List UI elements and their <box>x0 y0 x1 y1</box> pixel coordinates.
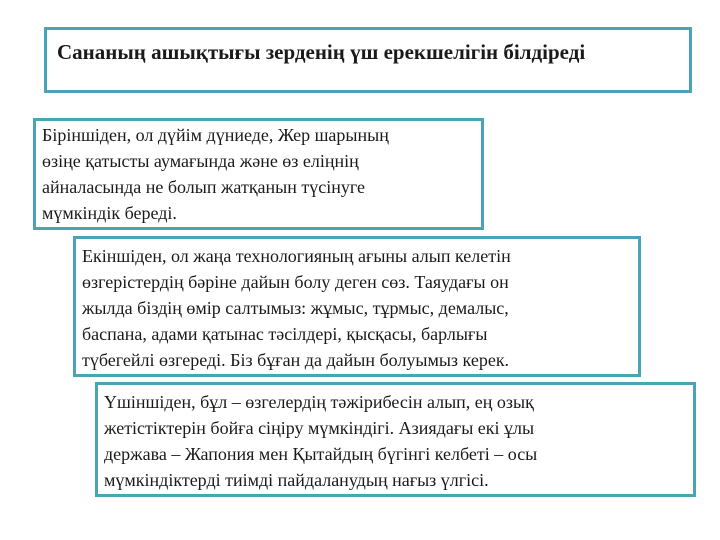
point-text-third: Үшіншіден, бұл – өзгелердің тәжірибесін алып, ең озық жетістіктерін бойға сіңіру мүмкіндігі. Азиядағы екі ұлы держава – Жапония мен Қытайдың бүгінгі келбеті – осы мүмкіндіктерді тиімді пайдаланудың нағыз үлгісі. <box>104 392 538 490</box>
point-box-third <box>95 382 696 497</box>
point-text-first: Біріншіден, ол дүйім дүниеде, Жер шарының өзіңе қатысты аумағында және өз еліңнің айналасында не болып жатқанын түсінуге мүмкіндік береді. <box>42 125 389 223</box>
point-text-second: Екіншіден, ол жаңа технологияның ағыны алып келетін өзгерістердің бәріне дайын болу деген сөз. Таяудағы он жылда біздің өмір салтымыз: жұмыс, тұрмыс, демалыс, баспана, адами қатынас тәсілдері, қысқасы, барлығы түбегейлі өзгереді. Біз бұған да дайын болуымыз керек. <box>82 246 511 370</box>
title-box <box>44 27 692 93</box>
point-box-first <box>33 118 484 230</box>
slide-title: Сананың ашықтығы зерденің үш ерекшелігін білдіреді <box>57 40 586 64</box>
point-box-second <box>73 236 641 377</box>
